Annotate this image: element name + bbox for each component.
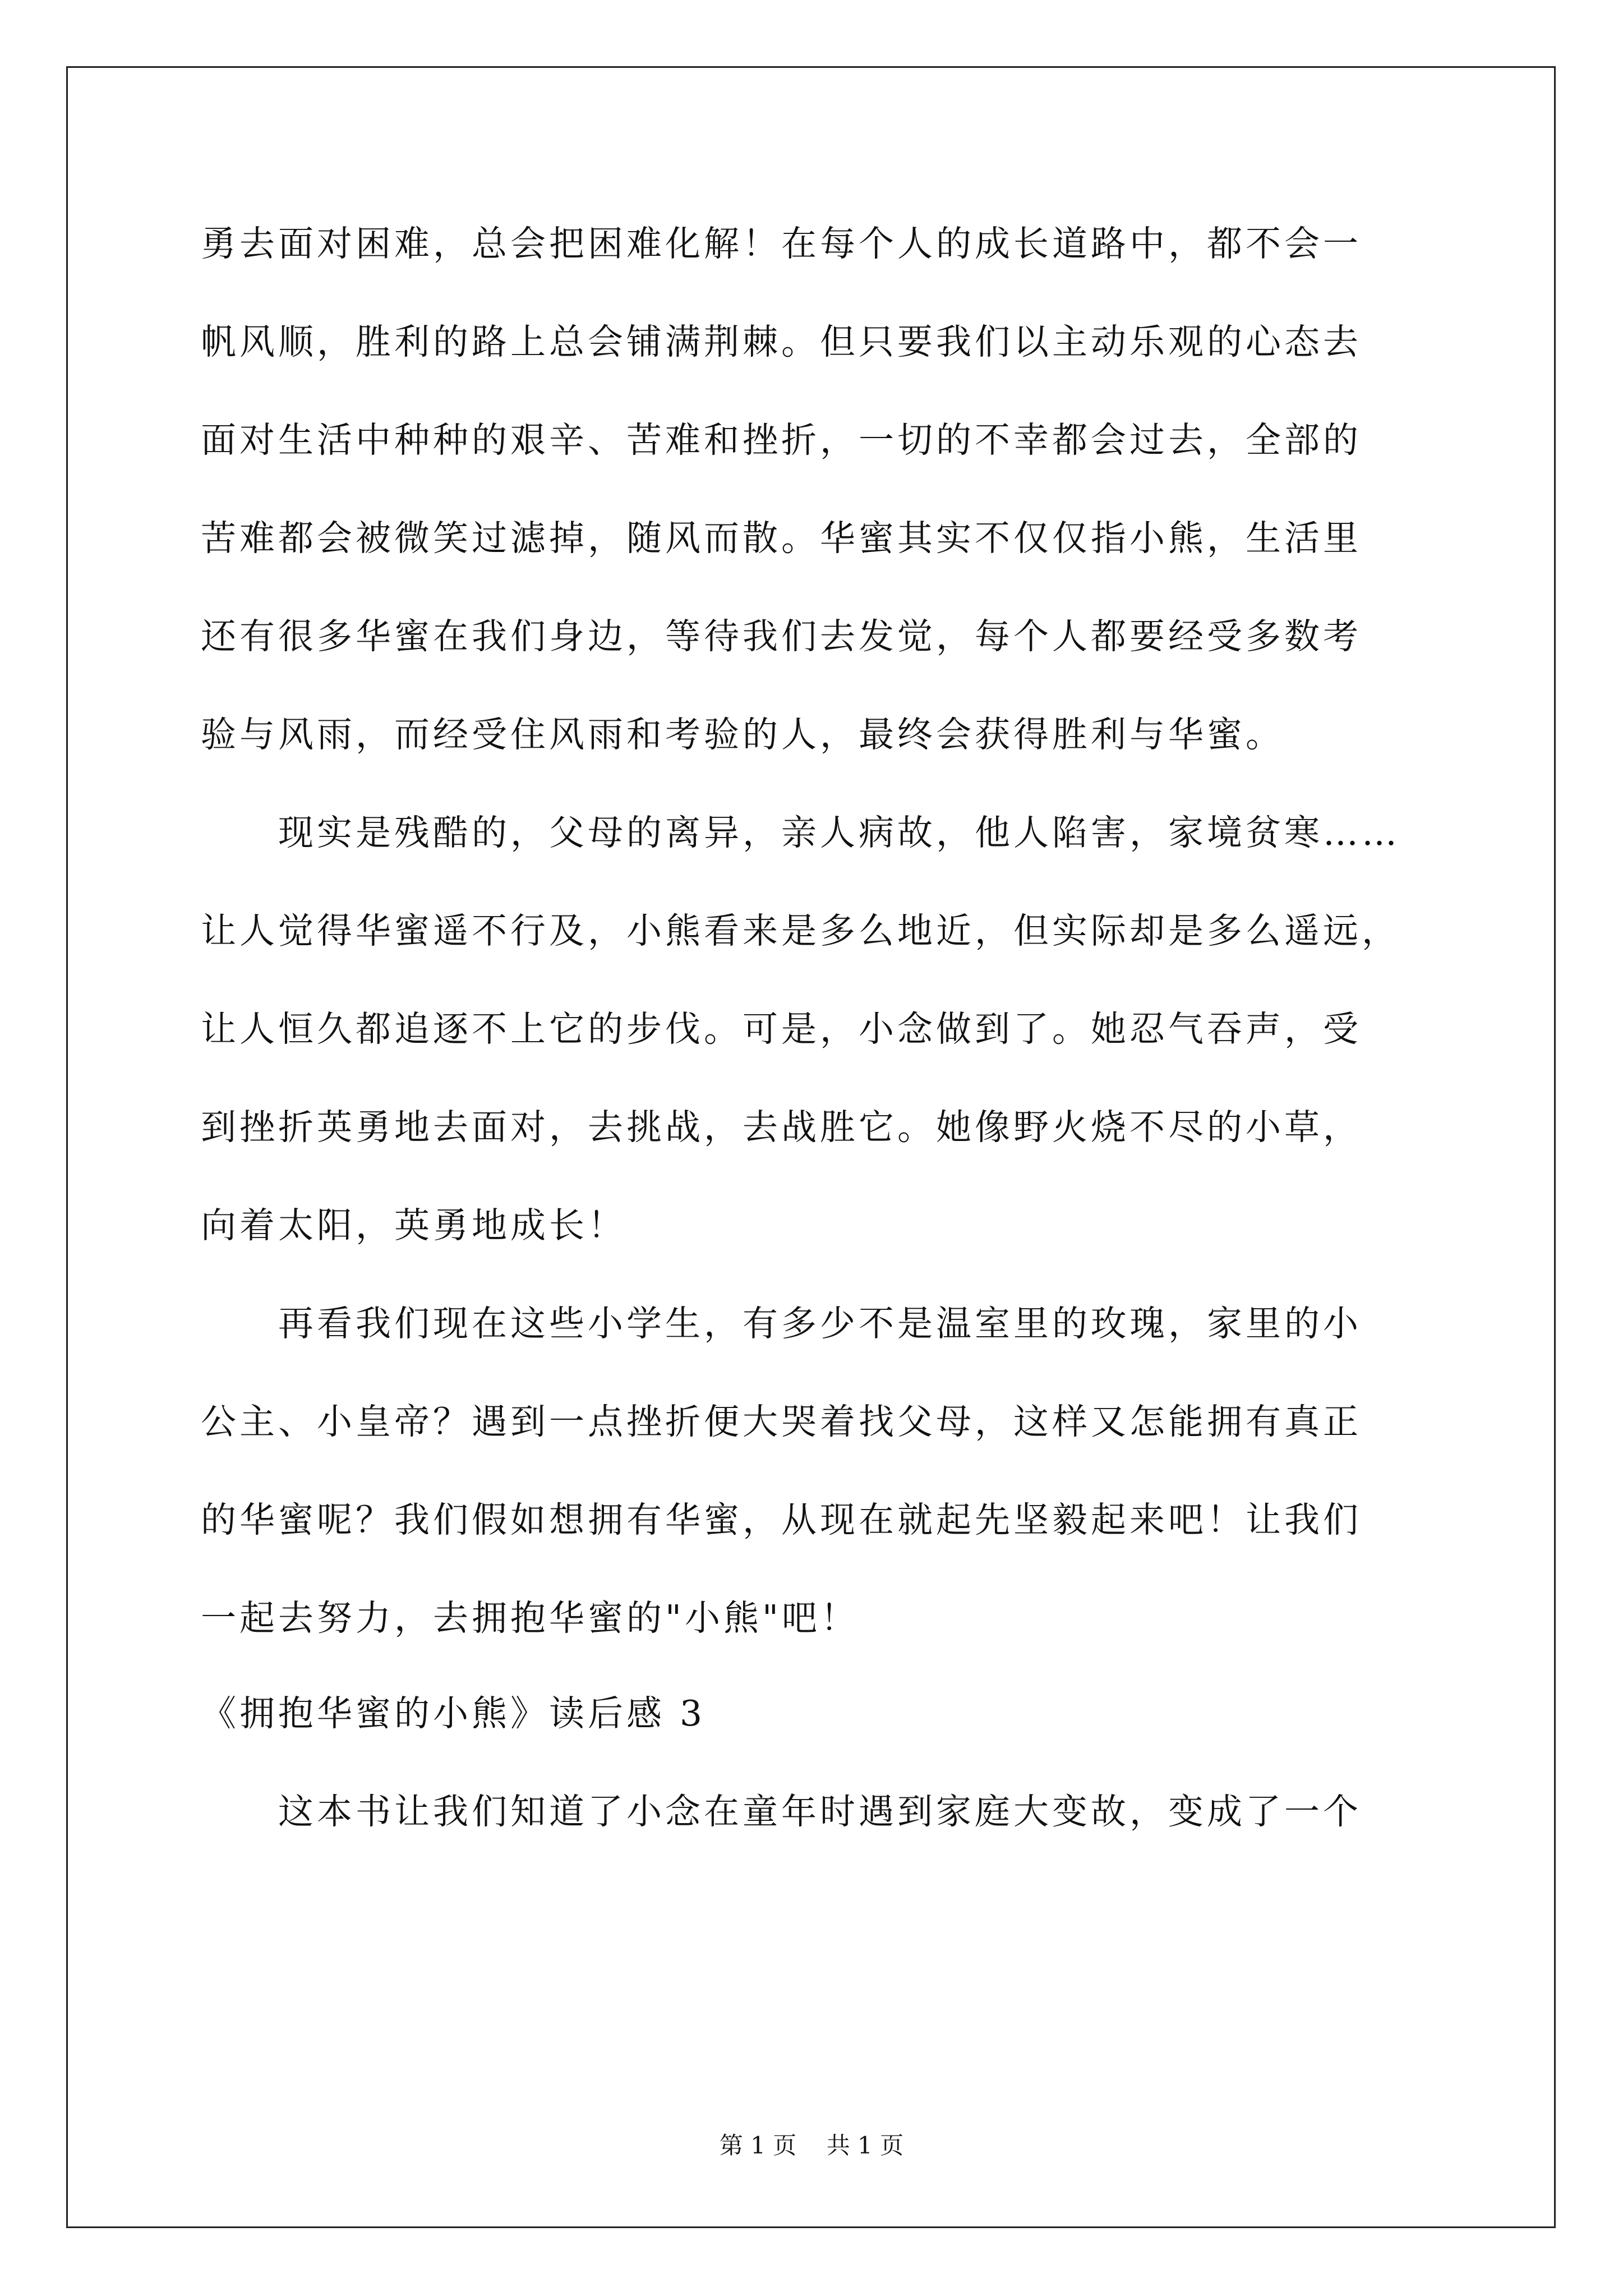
text-line: 让人恒久都追逐不上它的步伐。可是，小念做到了。她忍气吞声，受	[201, 1009, 1362, 1050]
text-line: 向着太阳，英勇地成长！	[201, 1205, 626, 1246]
text-line: 再看我们现在这些小学生，有多少不是温室里的玫瑰，家里的小	[201, 1303, 1362, 1344]
text-line: 到挫折英勇地去面对，去挑战，去战胜它。她像野火烧不尽的小草，	[201, 1107, 1362, 1148]
text-line: 的华蜜呢？我们假如想拥有华蜜，从现在就起先坚毅起来吧！让我们	[201, 1499, 1362, 1540]
text-line: 苦难都会被微笑过滤掉，随风而散。华蜜其实不仅仅指小熊，生活里	[201, 518, 1362, 559]
text-line: 公主、小皇帝？遇到一点挫折便大哭着找父母，这样又怎能拥有真正	[201, 1401, 1362, 1442]
text-line: 帆风顺，胜利的路上总会铺满荆棘。但只要我们以主动乐观的心态去	[201, 321, 1362, 362]
text-line: 面对生活中种种的艰辛、苦难和挫折，一切的不幸都会过去，全部的	[201, 420, 1362, 461]
text-line: 让人觉得华蜜遥不行及，小熊看来是多么地近，但实际却是多么遥远，	[201, 910, 1400, 951]
text-line: 勇去面对困难，总会把困难化解！在每个人的成长道路中，都不会一	[201, 223, 1362, 264]
section-heading: 《拥抱华蜜的小熊》读后感 3	[201, 1693, 706, 1734]
document-body	[201, 0, 1463, 1851]
text-line: 还有很多华蜜在我们身边，等待我们去发觉，每个人都要经受多数考	[201, 616, 1362, 657]
text-line: 验与风雨，而经受住风雨和考验的人，最终会获得胜利与华蜜。	[201, 714, 1284, 755]
text-line: 现实是残酷的，父母的离异，亲人病故，他人陷害，家境贫寒……	[201, 812, 1400, 853]
text-line: 一起去努力，去拥抱华蜜的"小熊"吧！	[201, 1598, 859, 1639]
page-footer: 第 1 页 共 1 页	[719, 2132, 904, 2159]
text-line: 这本书让我们知道了小念在童年时遇到家庭大变故，变成了一个	[201, 1791, 1362, 1832]
